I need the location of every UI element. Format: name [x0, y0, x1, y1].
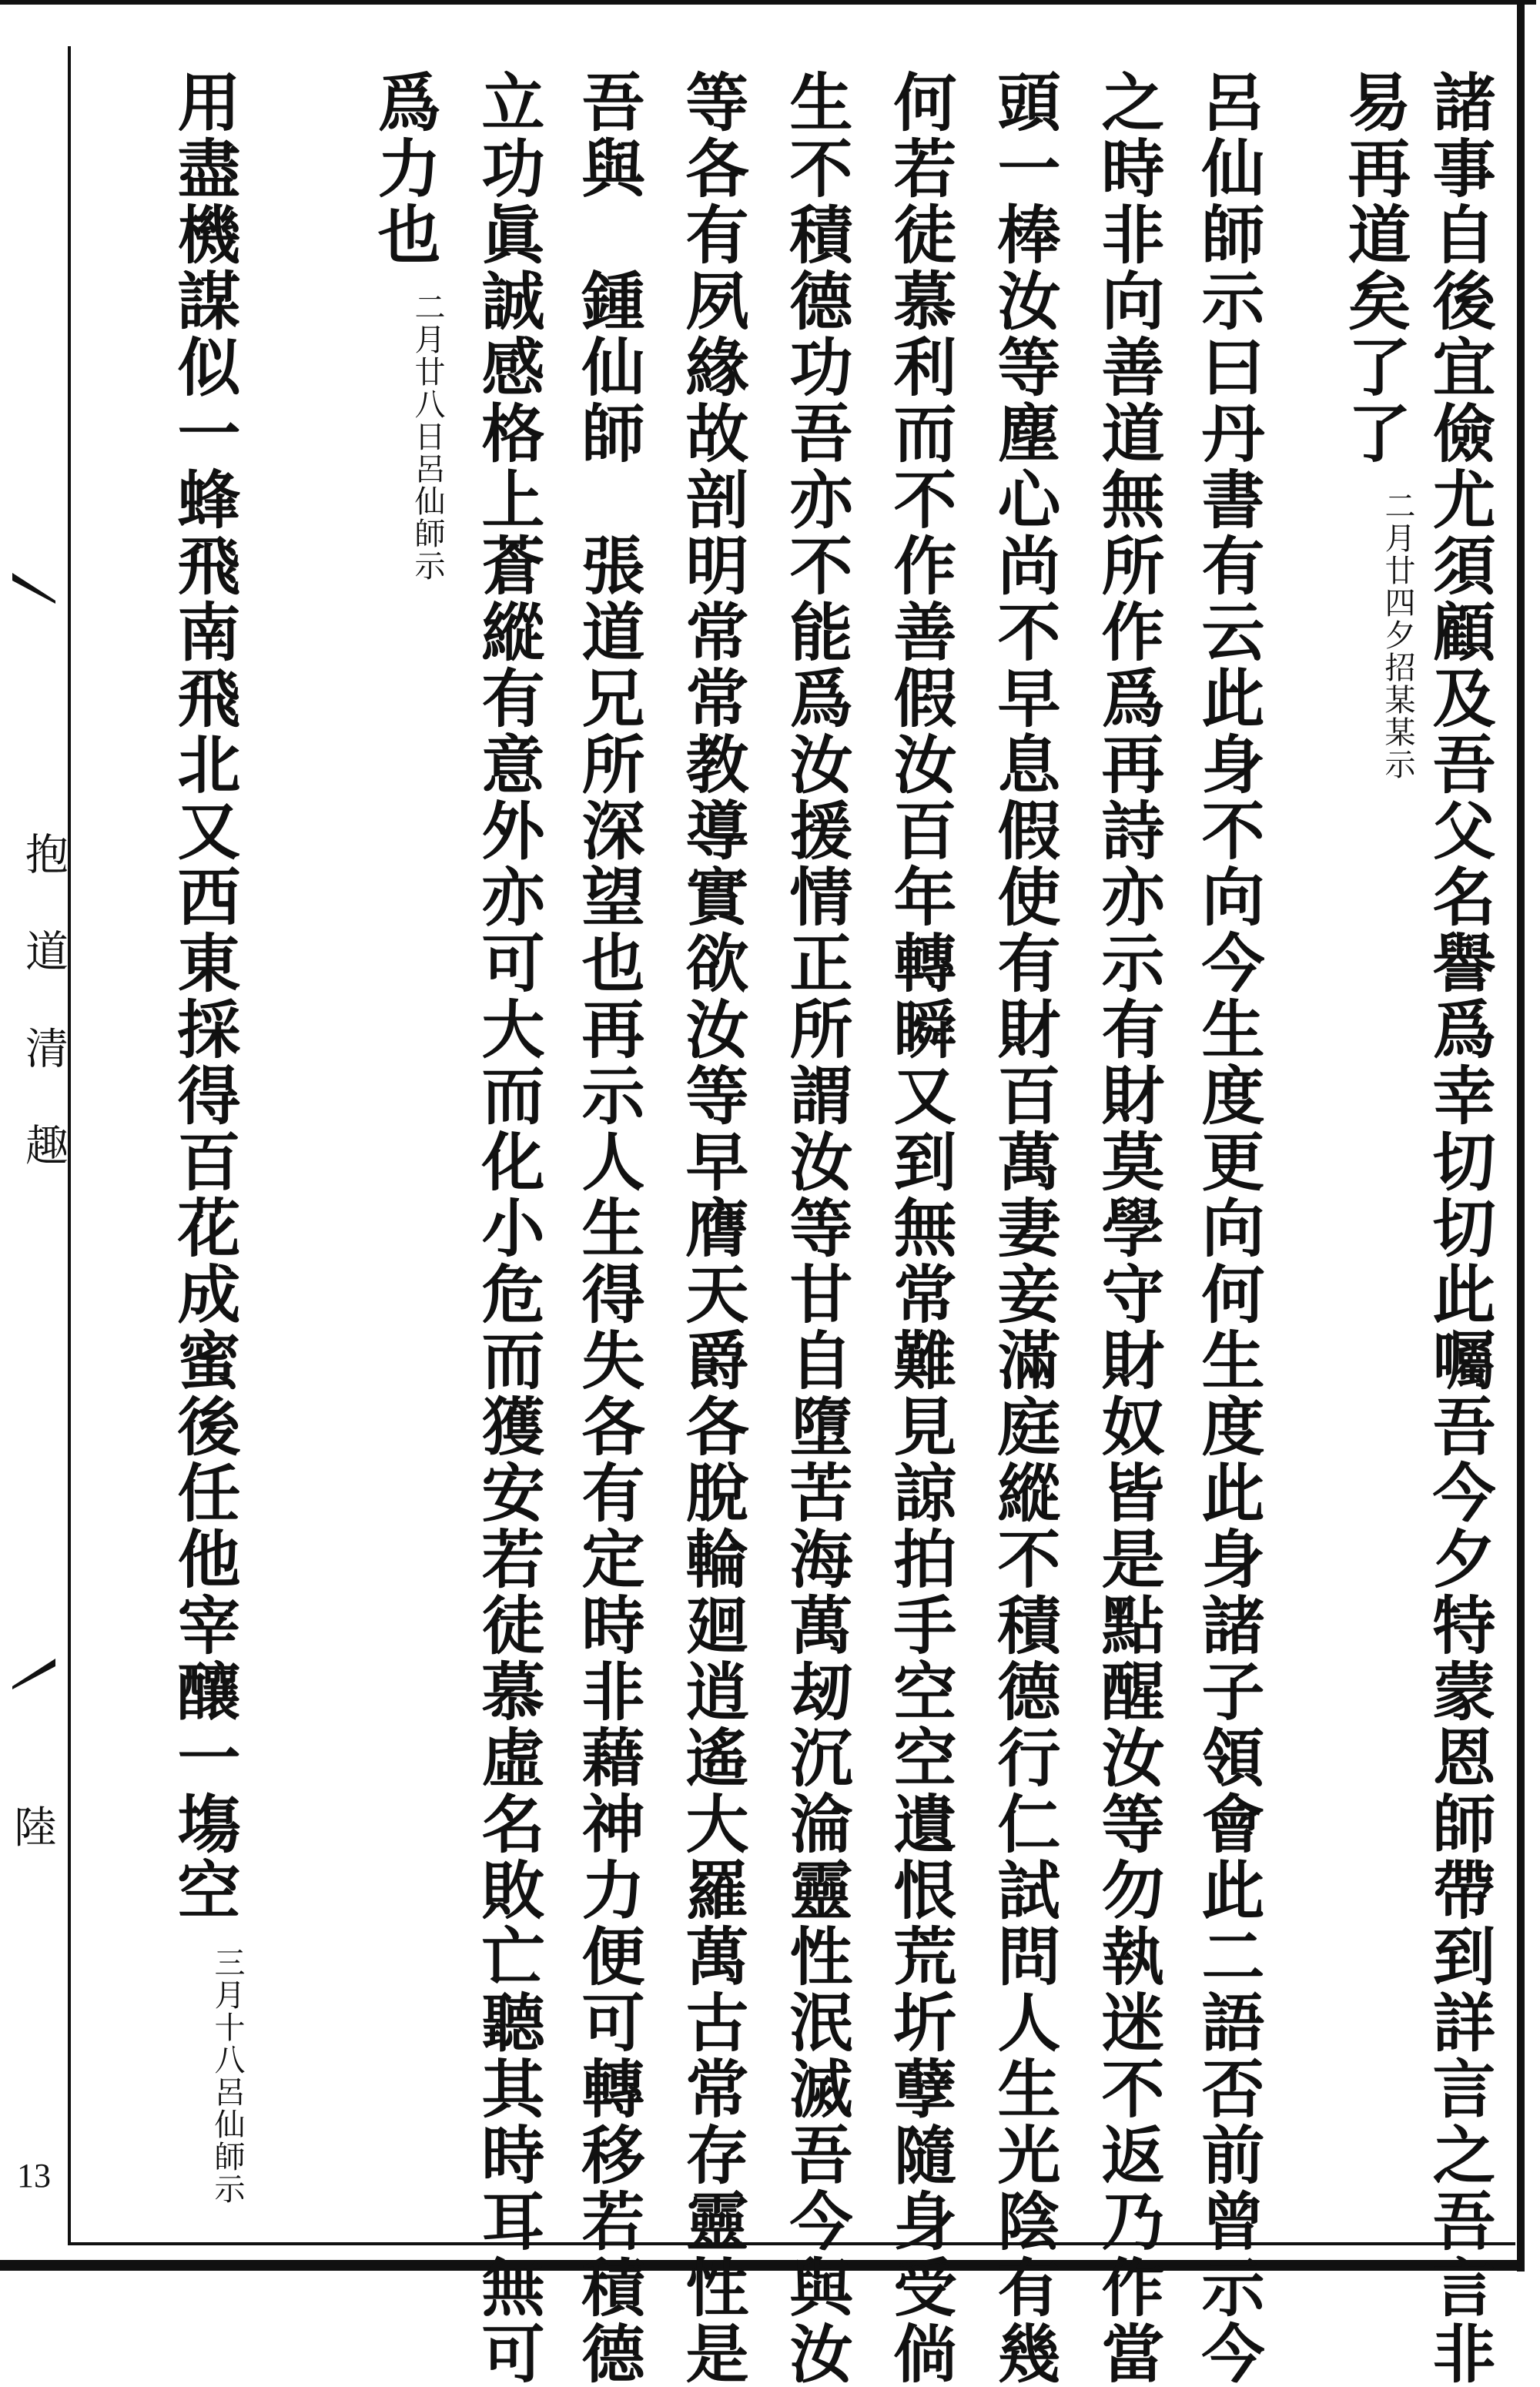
text-column — [774, 69, 859, 2387]
column-date-note: 三月十八呂仙師示 — [209, 1947, 245, 2205]
column-text: 易再道矣了了 — [1337, 69, 1411, 467]
text-column — [566, 69, 651, 2387]
text-column — [878, 69, 962, 2387]
text-column — [982, 69, 1066, 2387]
text-column — [1332, 69, 1417, 781]
text-column — [1417, 69, 1502, 2387]
text-column — [162, 69, 246, 2205]
column-text: 吾與 鍾仙師 張道兄所深望也再示人生得失各有定時非藉神力便可轉移若積德 — [571, 69, 645, 2387]
column-text: 爲力也 — [367, 69, 441, 268]
frame-line-top — [0, 0, 1536, 5]
column-text: 何若徒慕利而不作善假汝百年轉瞬又到無常難見諒拍手空空遺恨荒圻孽隨身受倘 — [883, 69, 957, 2387]
frame-line-right — [1517, 0, 1525, 2272]
column-date-note: 二月廿四夕招某某示 — [1380, 490, 1415, 781]
fish-tail-mark-lower-icon — [11, 1656, 57, 1691]
column-text: 之時非向善道無所作爲再詩亦示有財莫學守財奴皆是點醒汝等勿執迷不返乃作當 — [1091, 69, 1165, 2387]
column-text: 呂仙師示曰丹書有云此身不向今生度更向何生度此身諸子領會此二語否前曾示今 — [1191, 69, 1265, 2387]
page-gutter — [0, 0, 68, 2260]
column-date-note: 二月廿八日呂仙師示 — [410, 291, 445, 582]
text-column — [1186, 69, 1270, 2387]
volume-label: 陸 — [14, 1803, 57, 1853]
column-text: 頭一棒汝等塵心尚不早息假使有財百萬妻妾滿庭縱不積德行仁試問人生光陰有幾 — [987, 69, 1061, 2387]
page-number: 13 — [17, 2157, 51, 2194]
frame-line-bottom — [0, 2260, 1525, 2271]
column-text: 用盡機謀似一蜂飛南飛北又西東採得百花成蜜後任他宰釀一塲空 — [167, 69, 241, 1923]
text-column — [362, 69, 447, 582]
text-column — [466, 69, 551, 2387]
column-text: 立功眞誠感格上蒼縱有意外亦可大而化小危而獲安若徒慕虛名敗亡聽其時耳無可 — [471, 69, 545, 2387]
text-column — [670, 69, 755, 2387]
book-title: 抱道清趣 — [18, 832, 69, 1220]
text-column — [1086, 69, 1170, 2387]
column-text: 等各有夙緣故剖明常常教導實欲汝等早膺天爵各脫輪廻逍遙大羅萬古常存靈性是 — [675, 69, 749, 2387]
column-text: 生不積德功吾亦不能爲汝援情正所謂汝等甘自墮苦海萬刼沉淪靈性泯滅吾今與汝 — [779, 69, 853, 2387]
column-text: 諸事自後宜儉尤須顧及吾父名譽爲幸切切此囑吾今夕特蒙恩師帶到詳言之吾言非 — [1422, 69, 1496, 2387]
fish-tail-mark-upper-icon — [11, 570, 57, 605]
